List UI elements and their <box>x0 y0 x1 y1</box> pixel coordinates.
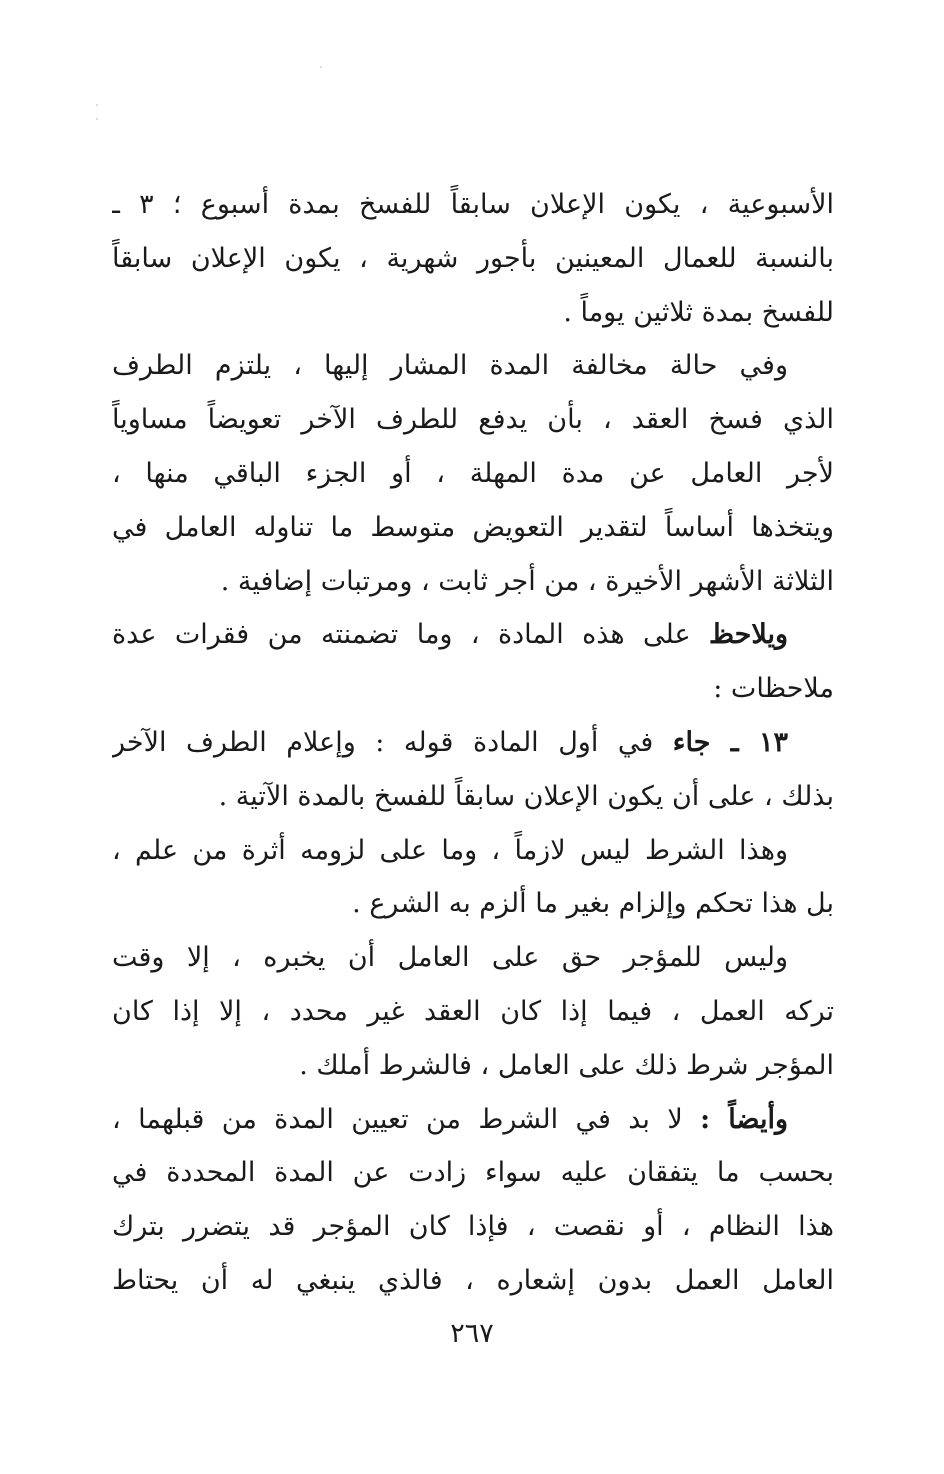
text-line: للفسخ بمدة ثلاثين يوماً . <box>563 296 834 328</box>
text-line-rest: على هذه المادة ، وما تضمنته من فقرات عدة <box>112 619 691 651</box>
bold-lead: ١٣ ـ جاء <box>672 726 788 758</box>
text-line: بل هذا تحكم وإلزام بغير ما ألزم به الشرع . <box>352 888 834 920</box>
text-line: الثلاثة الأشهر الأخيرة ، من أجر ثابت ، ومرتبات إضافية . <box>220 565 834 597</box>
scan-speck <box>96 104 98 106</box>
bold-lead: وأيضاً : <box>700 1103 788 1135</box>
text-line-rest: في أول المادة قوله : وإعلام الطرف الآخر <box>112 726 654 758</box>
text-line-rest: لا بد في الشرط من تعيين المدة من قبلهما ، <box>112 1103 683 1135</box>
text-line: تركه العمل ، فيما إذا كان العقد غير محدد ، إلا إذا كان <box>112 995 834 1027</box>
text-line: وهذا الشرط ليس لازماً ، وما على لزومه أثرة من علم ، <box>112 834 788 866</box>
text-line: وليس للمؤجر حق على العامل أن يخبره ، إلا وقت <box>112 942 788 974</box>
text-line: وفي حالة مخالفة المدة المشار إليها ، يلتزم الطرف <box>112 350 788 382</box>
text-line <box>112 1093 834 1147</box>
text-line: المؤجر شرط ذلك على العامل ، فالشرط أملك . <box>299 1049 834 1081</box>
text-line <box>112 608 834 662</box>
text-line: بالنسبة للعمال المعينين بأجور شهرية ، يكون الإعلان سابقاً <box>112 242 834 274</box>
text-line: ملاحظات : <box>713 673 834 705</box>
bold-lead: ويلاحظ <box>709 619 788 651</box>
text-line: لأجر العامل عن مدة المهلة ، أو الجزء الباقي منها ، <box>112 457 834 489</box>
scan-speck <box>320 66 322 68</box>
scan-speck <box>96 118 98 120</box>
body-text <box>112 178 834 1308</box>
text-line: بذلك ، على أن يكون الإعلان سابقاً للفسخ بالمدة الآتية . <box>218 780 834 812</box>
text-line: ويتخذها أساساً لتقدير التعويض متوسط ما تناوله العامل في <box>112 511 834 543</box>
text-line: بحسب ما يتفقان عليه سواء زادت عن المدة المحددة في <box>112 1157 834 1189</box>
page-number: ٢٦٧ <box>450 1318 494 1349</box>
text-line: الأسبوعية ، يكون الإعلان سابقاً للفسخ بمدة أسبوع ؛ ٣ ـ <box>112 189 834 220</box>
text-line: العامل العمل بدون إشعاره ، فالذي ينبغي له أن يحتاط <box>112 1264 834 1296</box>
text-line <box>112 716 834 770</box>
text-line: هذا النظام ، أو نقصت ، فإذا كان المؤجر قد يتضرر بترك <box>112 1211 834 1243</box>
text-line: الذي فسخ العقد ، بأن يدفع للطرف الآخر تعويضاً مساوياً <box>112 404 834 436</box>
